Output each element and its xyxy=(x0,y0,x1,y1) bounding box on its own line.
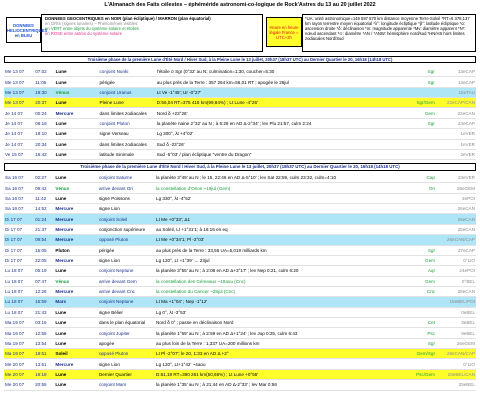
sign-cell: Gem xyxy=(396,108,436,118)
object-cell: Lune xyxy=(54,328,98,338)
event-cell: arrive devant Ori xyxy=(98,183,155,193)
event-cell: conjoint Neptune xyxy=(98,266,155,276)
position-cell: 28eBEL/CAN xyxy=(436,369,476,379)
description-cell: au Soleil, Lt +1°31'1; à 16:16 en eq xyxy=(155,224,396,234)
section-bar: Troisième phase de la première Lune d'Été Nord / Hiver Sud, à la Pleine Lune le 13 juillet, 20h37 (18h37 UTC) au Dernier Quartier le 20, 16h18 (14h18 UTC) xyxy=(4,56,476,63)
time-cell: 11:42 xyxy=(34,193,54,203)
table-row xyxy=(4,87,476,97)
description-cell: D:61,19 RT=390 261 km(50,66%) ; Lt Lune +0°55' xyxy=(155,369,396,379)
object-cell: Mercure xyxy=(54,224,98,234)
legend-time-box xyxy=(266,17,302,47)
table-row xyxy=(4,193,476,203)
table-row xyxy=(4,204,476,214)
position-cell: 25eBEL xyxy=(436,380,476,390)
date-cell: Me 20 07 xyxy=(4,369,34,379)
event-cell: conjoint Soleil xyxy=(98,214,155,224)
time-cell: 03:16 xyxy=(34,318,54,328)
description-cell: Lg 330°, λt -4°52' xyxy=(155,193,396,203)
date-cell: Di 17 07 xyxy=(4,235,34,245)
event-cell: Dernier Quartier xyxy=(98,369,155,379)
time-cell: 16:42 xyxy=(34,149,54,159)
table-row xyxy=(4,318,476,328)
date-cell: Ma 19 07 xyxy=(4,338,34,348)
position-cell: 0eBEL xyxy=(436,307,476,317)
sign-cell xyxy=(396,235,436,245)
object-cell: Vénus xyxy=(55,87,99,97)
description-cell: au plus près de la Terre : 33,55 UA=5,019 milliards km xyxy=(155,245,396,255)
time-cell: 11:05 xyxy=(34,77,54,87)
position-cell: 25eCAN xyxy=(436,224,476,234)
event-cell: dans limites zodiacales xyxy=(99,139,156,149)
date-cell: Me 20 07 xyxy=(4,359,34,369)
position-cell: 13eCAP xyxy=(436,67,476,77)
event-cell: périgée xyxy=(99,77,156,87)
time-cell: 13:51 xyxy=(34,359,54,369)
description-cell: la planète 1°59' au N ; à 2:59 en AD Δ+1°24' ; lev Jup 0:25, culm 6:43 xyxy=(155,328,396,338)
table-row xyxy=(4,266,476,276)
position-cell: 0°BEL xyxy=(436,276,476,286)
event-cell: signe Poissons xyxy=(98,193,155,203)
table-row xyxy=(4,108,476,118)
table-row xyxy=(4,183,476,193)
event-cell: conjoint Jupiter xyxy=(98,328,155,338)
legend-notes-box xyxy=(302,14,476,52)
event-cell: signe Lion xyxy=(98,204,155,214)
sign-cell xyxy=(396,129,436,139)
object-cell: Vénus xyxy=(54,183,98,193)
time-cell: 06:16 xyxy=(34,118,54,128)
date-cell: Ve 15 07 xyxy=(4,149,34,159)
event-cell: signe Lion xyxy=(98,255,155,265)
object-cell: Lune xyxy=(55,77,99,87)
sign-cell xyxy=(396,139,436,149)
sign-cell: Ori xyxy=(396,183,436,193)
sign-cell: Psc/Gem xyxy=(396,369,436,379)
date-cell: Lu 18 07 xyxy=(4,286,34,296)
time-cell: 15:59 xyxy=(34,297,54,307)
description-cell: la constellation du Cancer ~28jul (Cnc) xyxy=(155,286,396,296)
event-cell: apogée xyxy=(98,338,155,348)
time-cell: 13:54 xyxy=(34,338,54,348)
object-cell: Lune xyxy=(54,173,98,183)
description-cell: Lg 300°, λt +4°02' xyxy=(156,129,396,139)
table-row xyxy=(4,214,476,224)
object-cell: Mercure xyxy=(55,108,99,118)
event-cell: opposé Pluton xyxy=(98,235,155,245)
time-cell: 12:55 xyxy=(34,328,54,338)
position-cell: 26eCAN xyxy=(436,204,476,214)
time-cell: 16:18 xyxy=(34,369,54,379)
description-cell: Lg 120°, Lt+1°42' ~4aou xyxy=(155,359,396,369)
object-cell: Lune xyxy=(54,380,98,390)
description-cell: Sud δ -23°26' xyxy=(156,139,396,149)
table-row xyxy=(4,139,476,149)
table-row xyxy=(4,338,476,348)
event-cell: périgée xyxy=(98,245,155,255)
position-cell: 1eVER xyxy=(436,129,476,139)
time-cell: 20:37 xyxy=(34,98,54,108)
position-cell: 22eCAP/CAN xyxy=(436,98,476,108)
sign-cell: Cap xyxy=(396,173,436,183)
event-cell: conjoint Saturne xyxy=(98,173,155,183)
object-cell: Lune xyxy=(54,318,98,328)
date-cell: Me 20 07 xyxy=(4,380,34,390)
legend-time-text: Heure en heure légale France = UTC+2h xyxy=(269,24,299,40)
description-cell: Lt Me +0°34'1; Pl -2°03' xyxy=(155,235,396,245)
date-cell: Me 13 07 xyxy=(4,87,34,97)
object-cell: Lune xyxy=(54,193,98,203)
event-cell: conjoint Pluton xyxy=(99,118,156,128)
description-cell: Lt Ma +1°04' ; Nep -1°12' xyxy=(155,297,396,307)
description-cell: au plus loin de la Terre : 1,337 UA=200 millions km xyxy=(155,338,396,348)
event-cell: Pleine Lune xyxy=(99,98,156,108)
sign-cell: Sgr/Gem xyxy=(396,98,436,108)
date-cell: Sa 16 07 xyxy=(4,204,34,214)
object-cell: Lune xyxy=(55,139,99,149)
event-cell: latitude minimale xyxy=(99,149,156,159)
position-cell: 28eCAN/CAP xyxy=(436,349,476,359)
legend-line-2: en GRIS (signes lunaires) – Phénomènes visibles: xyxy=(45,21,139,26)
sign-cell: Sgr xyxy=(396,67,436,77)
object-cell: Lune xyxy=(55,118,99,128)
position-cell: 0°LIO xyxy=(436,255,476,265)
time-cell: 21:37 xyxy=(34,224,54,234)
object-cell: Mercure xyxy=(54,204,98,214)
table-row xyxy=(4,297,476,307)
position-cell: 23eCAP xyxy=(436,118,476,128)
position-cell: 2ePOI xyxy=(436,193,476,203)
time-cell: 14:52 xyxy=(34,204,54,214)
event-cell: conjoint Mars xyxy=(98,380,155,390)
ephemeris-table-bottom xyxy=(4,173,476,391)
object-cell: Lune xyxy=(54,369,98,379)
table-row xyxy=(4,276,476,286)
sign-cell xyxy=(396,204,436,214)
time-cell: 07:02 xyxy=(34,67,54,77)
table-row xyxy=(4,359,476,369)
table-row xyxy=(4,328,476,338)
position-cell: 9eBEL xyxy=(436,328,476,338)
table-row xyxy=(4,380,476,390)
object-cell: Lune xyxy=(55,149,99,159)
date-cell: Lu 18 07 xyxy=(4,266,34,276)
date-cell: Je 14 07 xyxy=(4,129,34,139)
legend-helio-box xyxy=(6,17,48,43)
date-cell: Me 13 07 xyxy=(4,77,34,87)
object-cell: Lune xyxy=(55,129,99,139)
object-cell: Mars xyxy=(54,297,98,307)
object-cell: Lune xyxy=(54,338,98,348)
sign-cell xyxy=(396,87,436,97)
legend-line-1: DONNEES GEOCENTRIQUES en NOIR (plan écliptique) / MARRON (plan équatorial) xyxy=(45,16,211,21)
event-cell: signe Verseau xyxy=(99,129,156,139)
description-cell: D:56,04 RT=375 418 km(99,84%) ; Lt Lune -4°25' xyxy=(156,98,396,108)
time-cell: 19:30 xyxy=(34,87,54,97)
object-cell: Mercure xyxy=(54,214,98,224)
position-cell: 15eTAU xyxy=(436,87,476,97)
event-cell: dans le plan équatorial xyxy=(98,318,155,328)
position-cell: 27eCAP xyxy=(436,245,476,255)
sign-cell: Sgr xyxy=(396,245,436,255)
table-row xyxy=(4,369,476,379)
event-cell: opposé Pluton xyxy=(98,349,155,359)
table-row xyxy=(4,129,476,139)
sign-cell xyxy=(396,214,436,224)
time-cell: 22:05 xyxy=(34,255,54,265)
position-cell: 28eCAN xyxy=(436,286,476,296)
sign-cell xyxy=(396,149,436,159)
date-cell: Di 17 07 xyxy=(4,245,34,255)
description-cell: Nord δ 0° ; passe en déclinaison Nord xyxy=(155,318,396,328)
ephemeris-table-top xyxy=(4,67,476,160)
position-cell: 24ePOI xyxy=(436,266,476,276)
sign-cell xyxy=(396,297,436,307)
table-row xyxy=(4,224,476,234)
sign-cell: Sgr xyxy=(396,338,436,348)
event-cell: arrive devant Gem xyxy=(98,276,155,286)
description-cell: Lg 0°, λt -3°53' xyxy=(155,307,396,317)
time-cell: 21:43 xyxy=(34,307,54,317)
event-cell: dans limites zodiacales xyxy=(99,108,156,118)
legend xyxy=(6,14,476,52)
legend-helio-text: DONNEES HELIOCENTRIQUES en BLEU xyxy=(7,22,48,38)
description-cell: Lg 120°, Lt +1°39' → 23jul xyxy=(155,255,396,265)
phase-banner: Troisième phase de la première Lune d'Été Nord / Hiver Sud, à la Pleine Lune le 13 juillet, 20h37 (18h37 UTC) au Dernier Quartier le 20, 16h18 (14h18 UTC) xyxy=(4,163,476,171)
table-row xyxy=(4,349,476,359)
sign-cell: Cet xyxy=(396,318,436,328)
table-row xyxy=(4,98,476,108)
page-title: L'Almanach des Faits célestes – éphéméride astronomi-co-logique de Rock'Astres du 13 au 20 juillet 2022 xyxy=(104,2,376,8)
table-row xyxy=(4,255,476,265)
time-cell: 20:55 xyxy=(34,380,54,390)
description-cell: Sud -5°03' / plan écliptique "ventre du Dragon" xyxy=(156,149,396,159)
object-cell: Mercure xyxy=(54,255,98,265)
object-cell: Soleil xyxy=(54,349,98,359)
description-cell: la planète naine 2°32' au N ; à 5:29 en AD Δ-2°34' ; lev Plu 21:57, culm 2:24 xyxy=(156,118,396,128)
legend-colors-box xyxy=(41,14,263,52)
date-cell: Ma 19 07 xyxy=(4,349,34,359)
object-cell: Mercure xyxy=(54,235,98,245)
time-cell: 18:10 xyxy=(34,129,54,139)
object-cell: Vénus xyxy=(54,276,98,286)
time-cell: 19:51 xyxy=(34,349,54,359)
date-cell: Sa 16 07 xyxy=(4,183,34,193)
date-cell: Me 13 07 xyxy=(4,67,34,77)
position-cell: 3eBEL xyxy=(436,318,476,328)
table-row xyxy=(4,235,476,245)
legend-line-3: en VERT entre objets du système solaire et étoiles xyxy=(45,26,139,31)
event-cell: conjoint Uranus xyxy=(99,87,156,97)
time-cell: 01:24 xyxy=(34,214,54,224)
position-cell: 2eVER xyxy=(436,149,476,159)
date-cell: Lu 18 07 xyxy=(4,297,34,307)
sign-cell: Aqr xyxy=(396,266,436,276)
table-row xyxy=(4,245,476,255)
sign-cell: Cnc xyxy=(396,286,436,296)
date-cell: Me 13 07 xyxy=(4,98,34,108)
event-cell: signe Lion xyxy=(98,359,155,369)
object-cell: Mercure xyxy=(54,286,98,296)
date-cell: Je 14 07 xyxy=(4,118,34,128)
event-cell: conjonction supérieure xyxy=(98,224,155,234)
date-cell: Je 14 07 xyxy=(4,108,34,118)
table-row xyxy=(4,67,476,77)
sign-cell: Gem/Sgr xyxy=(396,349,436,359)
description-cell: la planète 3°49' au N ; le 15, 22:46 en AD Δ-5°10' ; lev Sat 22:59, culm 23:32, culm=4:10 xyxy=(155,173,396,183)
sign-cell xyxy=(396,380,436,390)
description-cell: la constellation d'Orion ~19jul (Gem) xyxy=(155,183,396,193)
position-cell: 22eCAN xyxy=(436,108,476,118)
event-cell: arrive devant Cnc xyxy=(98,286,155,296)
object-cell: Lune xyxy=(54,266,98,276)
object-cell: Lune xyxy=(55,67,99,77)
date-cell: Lu 18 07 xyxy=(4,276,34,286)
description-cell xyxy=(155,204,396,214)
description-cell: Lt Pl -2°07'; le 20, 1:33 en AD Δ +2° xyxy=(155,349,396,359)
sign-cell: Gem xyxy=(396,255,436,265)
object-cell: Mercure xyxy=(54,359,98,369)
date-cell: Sa 16 07 xyxy=(4,173,34,183)
time-cell: 02:27 xyxy=(34,173,54,183)
sign-cell: Sgr xyxy=(396,77,436,87)
description-cell: au plus près de la Terre : 357 264 km=56,01 RT ; apogée le 26jul xyxy=(156,77,396,87)
description-cell: la planète 3°55' au N ; à 2:08 en AD Δ+3°17' ; lev Nep 0:21, culm 6:20 xyxy=(155,266,396,276)
description-cell: Lt Ve -1°45'; Ur -0°27' xyxy=(156,87,396,97)
sign-cell xyxy=(396,359,436,369)
sign-cell: Sgr xyxy=(396,118,436,128)
time-cell: 15:05 xyxy=(34,245,54,255)
date-cell: Di 17 07 xyxy=(4,255,34,265)
description-cell: l'étoile σ Sgr (0°32' au N; culmination=1:30, coucher=5:30 xyxy=(156,67,396,77)
position-cell: 0°LIO xyxy=(436,359,476,369)
table-row xyxy=(4,149,476,159)
date-cell: Ma 19 07 xyxy=(4,318,34,328)
time-cell: 09:54 xyxy=(34,235,54,245)
sign-cell xyxy=(396,193,436,203)
event-cell: conjoint Nunki xyxy=(99,67,156,77)
sign-cell xyxy=(396,307,436,317)
object-cell: Lune xyxy=(55,98,99,108)
position-cell: 26eCAN/CAP xyxy=(436,235,476,245)
table-row xyxy=(4,118,476,128)
date-cell: Je 14 07 xyxy=(4,139,34,149)
date-cell: Di 17 07 xyxy=(4,214,34,224)
time-cell: 05:19 xyxy=(34,266,54,276)
time-cell: 12:26 xyxy=(34,286,54,296)
legend-line-4: en ROSE entre astres du système solaire xyxy=(45,31,123,36)
date-cell: Sa 16 07 xyxy=(4,193,34,203)
object-cell: Lune xyxy=(54,307,98,317)
date-cell: Ma 19 07 xyxy=(4,328,34,338)
table-row xyxy=(4,286,476,296)
date-cell: Lu 18 07 xyxy=(4,307,34,317)
time-cell: 00:24 xyxy=(34,108,54,118)
position-cell: 23eVER xyxy=(436,173,476,183)
event-cell: conjoint Neptune xyxy=(98,297,155,307)
description-cell: Nord δ +23°26' xyxy=(156,108,396,118)
event-cell: signe Bélier xyxy=(98,307,155,317)
position-cell: 25eCAN xyxy=(436,214,476,224)
sign-cell xyxy=(396,224,436,234)
date-cell: Di 17 07 xyxy=(4,224,34,234)
position-cell: 1eVER xyxy=(436,139,476,149)
time-cell: 07:47 xyxy=(34,276,54,286)
table-row xyxy=(4,173,476,183)
sign-cell: Psc xyxy=(396,328,436,338)
description-cell: la planète 1°35' au N ; à 21:44 en AD Δ-2°33' ; lev Mar 0:56 xyxy=(155,380,396,390)
position-cell: 28eGEM xyxy=(436,183,476,193)
description-cell: la constellation des Gémeaux ~10aou (Cnc) xyxy=(155,276,396,286)
object-cell: Pluton xyxy=(54,245,98,255)
sign-cell: Gem xyxy=(396,276,436,286)
description-cell: Lt Me +0°33'; Δ1 xyxy=(155,214,396,224)
table-row xyxy=(4,77,476,87)
time-cell: 09:42 xyxy=(34,183,54,193)
position-cell: 15eBEL/POI xyxy=(436,297,476,307)
position-cell: 14eCAP xyxy=(436,77,476,87)
table-row xyxy=(4,307,476,317)
position-cell: 26eGEM xyxy=(436,338,476,348)
time-cell: 20:34 xyxy=(34,139,54,149)
legend-notes: *UA: unité astronomique=149 597 870 km distance moyenne Terre-Soleil *RT=6 378,137 km rayon terrestre moyen équatorial *λ°: longitude écliptique *β°: latitude écliptique *α: ascension droite *δ: déclinaison *m: magnitude apparente *Mv: diamètre apparent *N*: nœud ascendant *⊙: diamètre *AN / *ANW: hémisphère nord/sud *HN/HS hors limites zodiacales Nord/Sud xyxy=(305,16,470,41)
